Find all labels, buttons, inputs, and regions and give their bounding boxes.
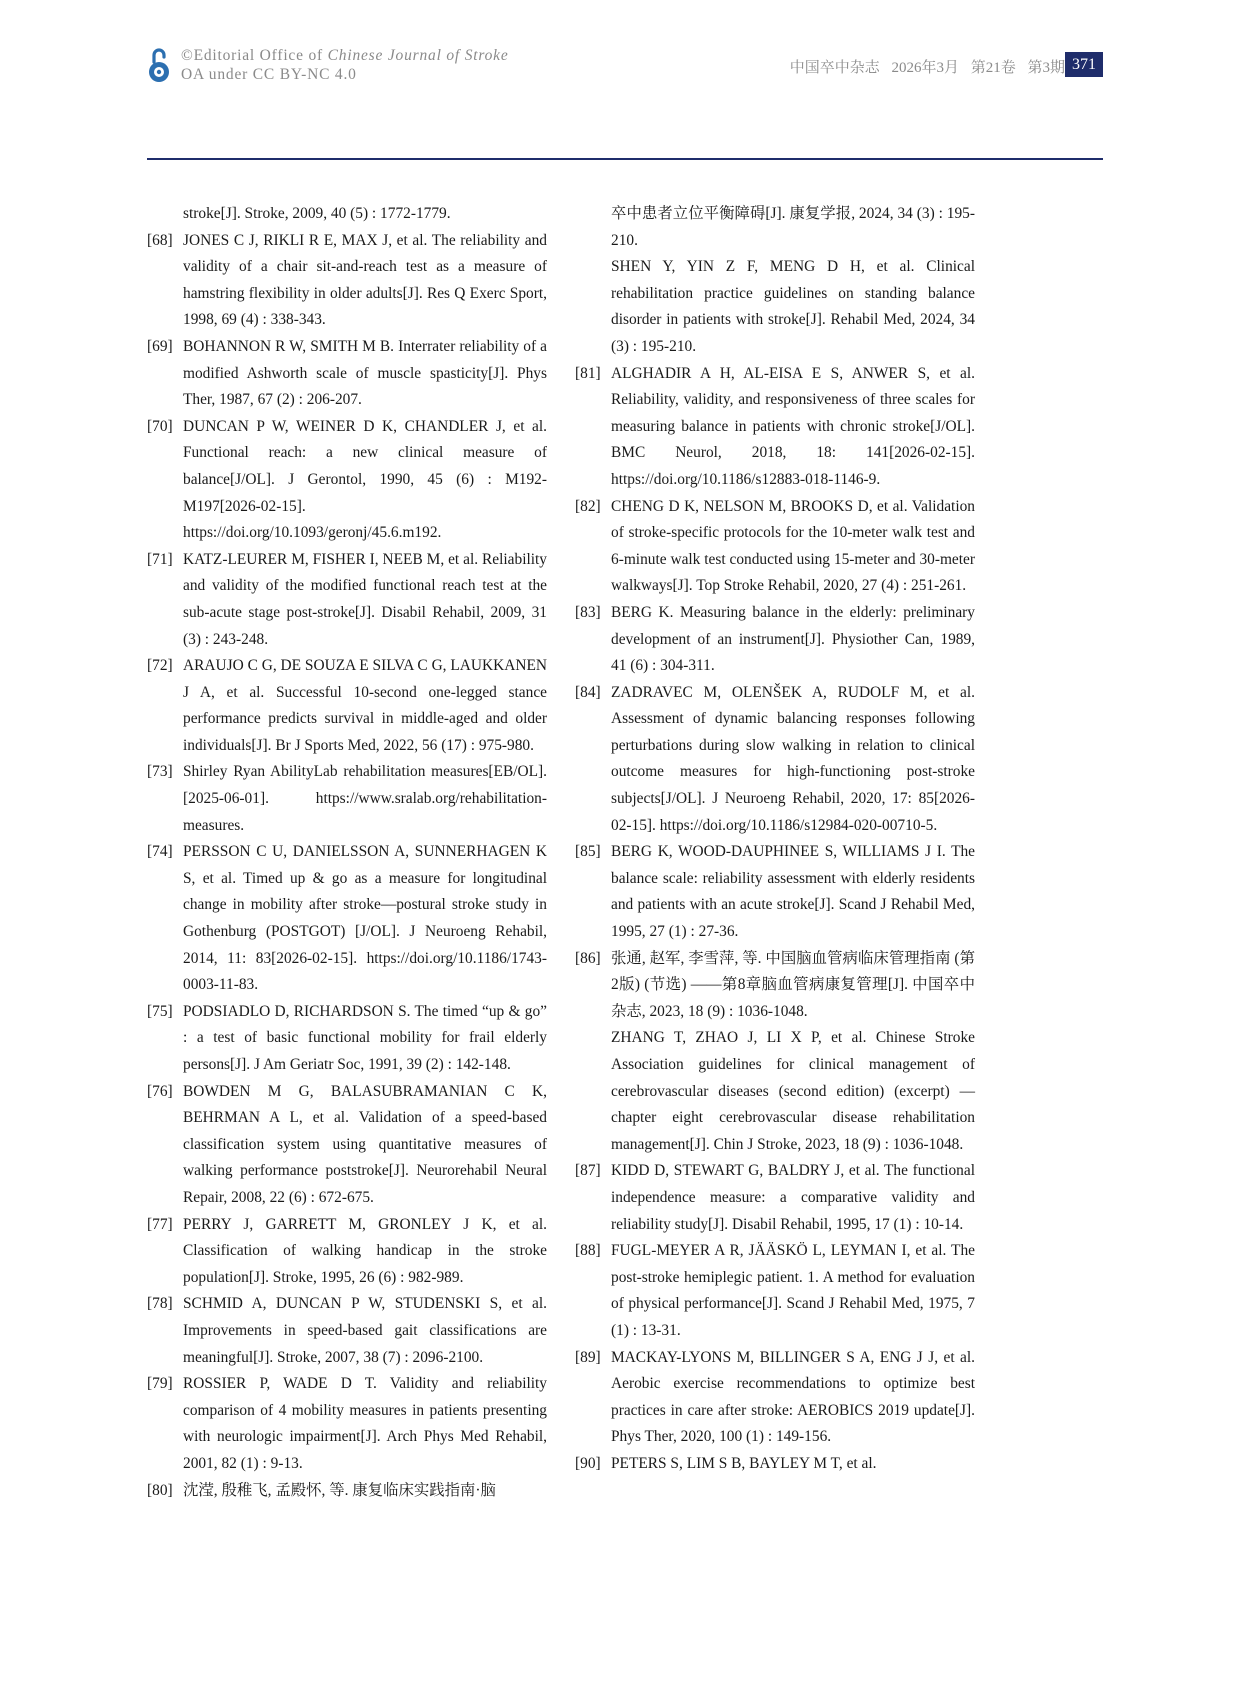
reference-text: ZADRAVEC M, OLENŠEK A, RUDOLF M, et al. Assessment of dynamic balancing responses following perturbations during slow walking in relation to clinical outcome measures for high-functioning post-stroke subjects[J/OL]. J Neuroeng Rehabil, 2020, 17: 85[2026-02-15]. https://doi.org/10.1186/s12984-020-00710-5. — [611, 683, 975, 834]
reference-text: PERSSON C U, DANIELSSON A, SUNNERHAGEN K S, et al. Timed up & go as a measure for longitudinal change in mobility after stroke—postural stroke study in Gothenburg (POSTGOT) [J/OL]. J Neuroeng Rehabil, 2014, 11: 83[2026-02-15]. https://doi.org/10.1186/1743-0003-11-83. — [183, 843, 547, 994]
reference-text: Shirley Ryan AbilityLab rehabilitation measures[EB/OL]. [2025-06-01]. https://www.sralab.org/rehabilitation-measures. — [183, 763, 547, 834]
reference-number: [70] — [147, 417, 173, 435]
reference-item — [147, 1212, 547, 1292]
reference-item — [575, 839, 975, 945]
reference-item — [147, 999, 547, 1079]
reference-item — [575, 680, 975, 840]
reference-text: PETERS S, LIM S B, BAYLEY M T, et al. — [611, 1454, 877, 1472]
reference-text: JONES C J, RIKLI R E, MAX J, et al. The reliability and validity of a chair sit-and-reach test as a measure of hamstring flexibility in older adults[J]. Res Q Exerc Sport, 1998, 69 (4) : 338-343. — [183, 231, 547, 329]
reference-number: [68] — [147, 231, 173, 249]
reference-text: ALGHADIR A H, AL-EISA E S, ANWER S, et al. Reliability, validity, and responsiveness of three scales for measuring balance in patients with chronic stroke[J/OL]. BMC Neurol, 2018, 18: 141[2026-02-15]. https://doi.org/10.1186/s12883-018-1146-9. — [611, 364, 975, 488]
reference-number: [80] — [147, 1481, 173, 1499]
reference-item — [147, 839, 547, 999]
reference-number: [88] — [575, 1242, 601, 1260]
issue-date: 2026年3月 — [891, 60, 959, 76]
running-header — [782, 56, 1065, 77]
reference-number: [72] — [147, 657, 173, 675]
issue: 第3期 — [1027, 60, 1065, 76]
reference-text: BERG K, WOOD-DAUPHINEE S, WILLIAMS J I. The balance scale: reliability assessment with elderly residents and patients with an acute stroke[J]. Scand J Rehabil Med, 1995, 27 (1) : 27-36. — [611, 843, 975, 941]
reference-item — [147, 201, 547, 228]
reference-item — [575, 1238, 975, 1344]
reference-text: MACKAY-LYONS M, BILLINGER S A, ENG J J, et al. Aerobic exercise recommendations to optimize best practices in care after stroke: AEROBICS 2019 update[J]. Phys Ther, 2020, 100 (1) : 149-156. — [611, 1348, 975, 1446]
reference-number: [87] — [575, 1162, 601, 1180]
reference-text: stroke[J]. Stroke, 2009, 40 (5) : 1772-1779. — [183, 205, 451, 222]
reference-text: PODSIADLO D, RICHARDSON S. The timed “up & go” : a test of basic functional mobility for frail elderly persons[J]. J Am Geriatr Soc, 1991, 39 (2) : 142-148. — [183, 1002, 547, 1073]
license-line-2: OA under CC BY-NC 4.0 — [181, 66, 357, 83]
reference-number: [84] — [575, 683, 601, 701]
reference-text: DUNCAN P W, WEINER D K, CHANDLER J, et al. Functional reach: a new clinical measure of balance[J/OL]. J Gerontol, 1990, 45 (6) : M192-M197[2026-02-15]. https://doi.org/10.1093/geronj/45.6.m192. — [183, 417, 547, 542]
reference-number: [75] — [147, 1002, 173, 1020]
reference-number: [90] — [575, 1454, 601, 1472]
reference-text: 张通, 赵军, 李雪萍, 等. 中国脑血管病临床管理指南 (第2版) (节选) ——第8章脑血管病康复管理[J]. 中国卒中杂志, 2023, 18 (9) : 1036-1048. — [611, 949, 975, 1020]
reference-text: FUGL-MEYER A R, JÄÄSKÖ L, LEYMAN I, et al. The post-stroke hemiplegic patient. 1. A method for evaluation of physical performance[J]. Scand J Rehabil Med, 1975, 7 (1) : 13-31. — [611, 1242, 975, 1339]
reference-item — [575, 361, 975, 494]
reference-number: [86] — [575, 949, 601, 967]
reference-text: 卒中患者立位平衡障碍[J]. 康复学报, 2024, 34 (3) : 195-210. — [611, 205, 975, 249]
reference-item — [147, 1371, 547, 1477]
header-rule — [147, 158, 1103, 160]
reference-text: ROSSIER P, WADE D T. Validity and reliability comparison of 4 mobility measures in patients presenting with neurologic impairment[J]. Arch Phys Med Rehabil, 2001, 82 (1) : 9-13. — [183, 1375, 547, 1472]
reference-number: [85] — [575, 843, 601, 861]
reference-item — [147, 228, 547, 334]
reference-number: [83] — [575, 603, 601, 621]
reference-number: [81] — [575, 364, 601, 382]
reference-item — [147, 653, 547, 759]
reference-item — [575, 600, 975, 680]
reference-item — [575, 1345, 975, 1451]
reference-item — [147, 1478, 547, 1505]
page-number-badge: 371 — [1065, 52, 1103, 77]
reference-text: 沈滢, 殷稚飞, 孟殿怀, 等. 康复临床实践指南·脑 — [183, 1481, 496, 1499]
reference-text: BOHANNON R W, SMITH M B. Interrater reliability of a modified Ashworth scale of muscle spasticity[J]. Phys Ther, 1987, 67 (2) : 206-207. — [183, 337, 547, 409]
volume: 第21卷 — [970, 60, 1016, 76]
reference-text: CHENG D K, NELSON M, BROOKS D, et al. Validation of stroke-specific protocols for the 10-meter walk test and 6-minute walk test conducted using 15-meter and 30-meter walkways[J]. Top Stroke Rehabil, 2020, 27 (4) : 251-261. — [611, 497, 975, 595]
reference-item — [575, 201, 975, 361]
license-journal-name: Chinese Journal of Stroke — [327, 47, 509, 64]
reference-number: [78] — [147, 1295, 173, 1313]
reference-item — [575, 1158, 975, 1238]
reference-number: [89] — [575, 1348, 601, 1366]
reference-number: [69] — [147, 337, 173, 355]
reference-number: [73] — [147, 763, 173, 781]
reference-text: KIDD D, STEWART G, BALDRY J, et al. The functional independence measure: a comparative validity and reliability study[J]. Disabil Rehabil, 1995, 17 (1) : 10-14. — [611, 1162, 975, 1233]
reference-item — [147, 1079, 547, 1212]
references-right-column — [575, 201, 975, 1478]
journal-name: 中国卒中杂志 — [789, 60, 880, 76]
reference-number: [77] — [147, 1215, 173, 1233]
reference-number: [71] — [147, 550, 173, 568]
reference-number: [76] — [147, 1082, 173, 1100]
reference-item — [147, 414, 547, 547]
reference-item — [575, 946, 975, 1159]
reference-item — [147, 334, 547, 414]
reference-text: KATZ-LEURER M, FISHER I, NEEB M, et al. Reliability and validity of the modified functional reach test at the sub-acute stage post-stroke[J]. Disabil Rehabil, 2009, 31 (3) : 243-248. — [183, 550, 547, 648]
reference-item — [147, 547, 547, 653]
reference-item — [147, 759, 547, 839]
reference-text: BERG K. Measuring balance in the elderly: preliminary development of an instrument[J]. Physiother Can, 1989, 41 (6) : 304-311. — [611, 603, 975, 675]
page-header — [0, 0, 1241, 165]
reference-item — [147, 1291, 547, 1371]
reference-number: [74] — [147, 843, 173, 861]
open-access-icon — [147, 46, 171, 84]
reference-translation: SHEN Y, YIN Z F, MENG D H, et al. Clinical rehabilitation practice guidelines on standing balance disorder in patients with stroke[J]. Rehabil Med, 2024, 34 (3) : 195-210. — [611, 258, 975, 355]
license-prefix: ©Editorial Office of — [181, 47, 328, 64]
reference-text: BOWDEN M G, BALASUBRAMANIAN C K, BEHRMAN A L, et al. Validation of a speed-based classification system using quantitative measures of walking performance poststroke[J]. Neurorehabil Neural Repair, 2008, 22 (6) : 672-675. — [183, 1082, 547, 1206]
reference-number: [79] — [147, 1375, 173, 1393]
reference-number: [82] — [575, 497, 601, 515]
license-notice — [181, 46, 509, 84]
reference-text: SCHMID A, DUNCAN P W, STUDENSKI S, et al. Improvements in speed-based gait classifications are meaningful[J]. Stroke, 2007, 38 (7) : 2096-2100. — [183, 1295, 547, 1366]
reference-text: PERRY J, GARRETT M, GRONLEY J K, et al. Classification of walking handicap in the stroke population[J]. Stroke, 1995, 26 (6) : 982-989. — [183, 1215, 547, 1286]
reference-translation: ZHANG T, ZHAO J, LI X P, et al. Chinese Stroke Association guidelines for clinical management of cerebrovascular diseases (second edition) (excerpt) —chapter eight cerebrovascular disease rehabilitation management[J]. Chin J Stroke, 2023, 18 (9) : 1036-1048. — [611, 1029, 975, 1153]
reference-item — [575, 494, 975, 600]
reference-item — [575, 1451, 975, 1478]
reference-text: ARAUJO C G, DE SOUZA E SILVA C G, LAUKKANEN J A, et al. Successful 10-second one-legged stance performance predicts survival in middle-aged and older individuals[J]. Br J Sports Med, 2022, 56 (17) : 975-980. — [183, 657, 547, 754]
references-left-column — [147, 201, 547, 1504]
